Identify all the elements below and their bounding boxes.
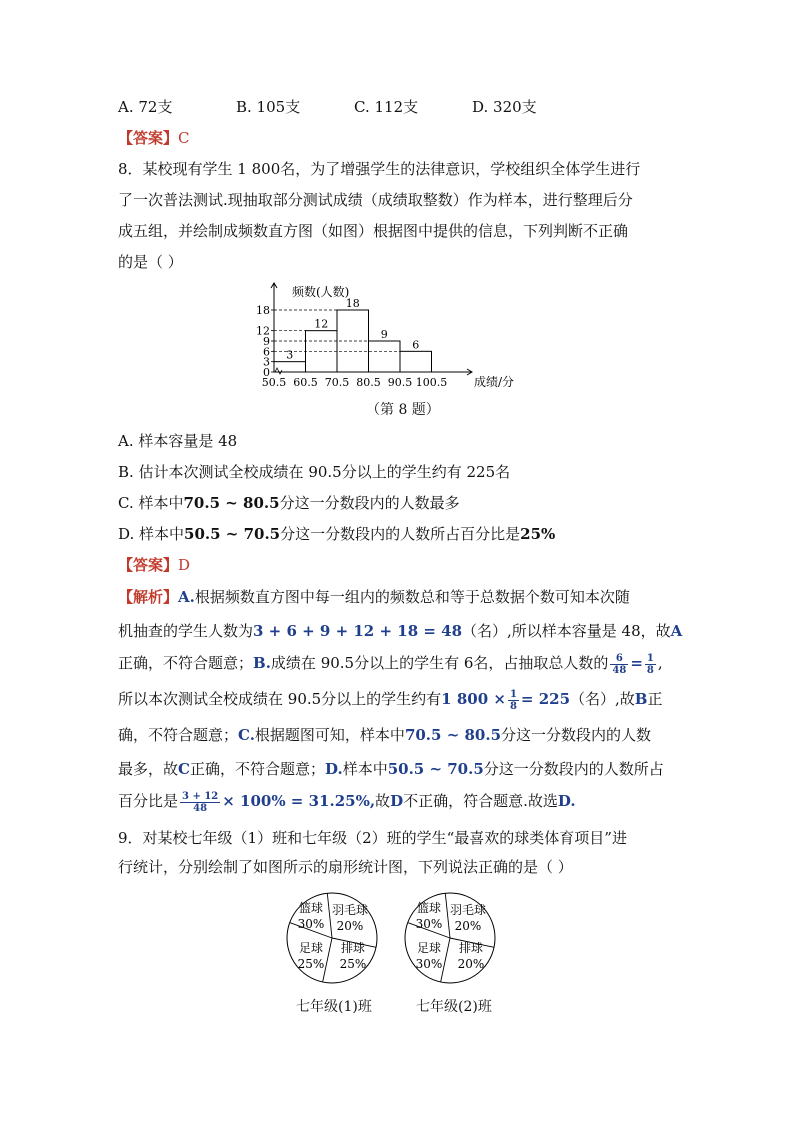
- q9-stem-line-2: 行统计，分别绘制了如图所示的扇形统计图，下列说法正确的是（ ）: [118, 858, 573, 876]
- pie-chart-class-1: [284, 890, 380, 986]
- explanation-line-4: [118, 688, 663, 712]
- q7-option-d: D. 320支: [472, 98, 537, 116]
- explanation-line-1: [118, 586, 630, 608]
- pie-slice-percent: 30%: [415, 957, 443, 971]
- q7-option-c: C. 112支: [354, 98, 419, 116]
- explanation-text: 故: [375, 792, 391, 810]
- ref-b: B: [634, 690, 648, 708]
- fraction-denominator: 8: [646, 664, 654, 676]
- bar-data-label: 9: [380, 328, 388, 341]
- q9-stem-line-1: 9．对某校七年级（1）班和七年级（2）班的学生“最喜欢的球类体育项目”进: [118, 829, 627, 847]
- q7-answer: [118, 127, 190, 149]
- x-tick-label: 90.5: [387, 376, 413, 389]
- explanation-tag: 【解析】: [118, 588, 179, 606]
- pie-slice-label: 排球: [340, 941, 366, 955]
- bar-data-label: 6: [412, 338, 420, 352]
- pie-slice-percent: 25%: [339, 957, 367, 971]
- q8-option-c-suffix: 分这一分数段内的人数最多: [279, 494, 460, 512]
- y-tick-label: 3: [263, 355, 270, 369]
- pie-caption-class-2: 七年级(2)班: [416, 999, 492, 1015]
- ref-b: B.: [253, 654, 271, 672]
- explanation-text: 正确，不符合题意；: [118, 654, 254, 672]
- fraction: [645, 653, 656, 676]
- pie-slice-label: 排球: [458, 941, 484, 955]
- fraction-numerator: 3 + 12: [182, 790, 219, 802]
- ref-d: D.: [557, 792, 576, 810]
- x-tick-label: 70.5: [324, 376, 350, 389]
- explanation-text: 根据题图可知，样本中: [254, 726, 405, 744]
- explanation-text: 百分比是: [118, 792, 179, 810]
- q8-option-c-range: 70.5 ~ 80.5: [183, 494, 280, 512]
- math-percent: × 100% = 31.25%,: [222, 792, 376, 810]
- q8-option-d: [118, 523, 555, 545]
- fraction-denominator: 8: [509, 700, 517, 712]
- answer-value: C: [178, 129, 190, 147]
- y-tick-label: 12: [256, 324, 270, 338]
- explanation-line-5: [118, 724, 651, 746]
- ref-d: D.: [324, 760, 343, 778]
- q8-option-b: B. 估计本次测试全校成绩在 90.5分以上的学生约有 225名: [118, 463, 511, 481]
- q8-option-c: [118, 492, 460, 514]
- ref-c: C.: [238, 726, 255, 744]
- ref-c: C: [178, 760, 190, 778]
- explanation-line-3: [118, 652, 663, 676]
- q8-stem-line-2: 了一次普法测试.现抽取部分测试成绩（成绩取整数）作为样本，进行整理后分: [118, 191, 633, 209]
- math-sum: 3 + 6 + 9 + 12 + 18 = 48: [253, 622, 463, 640]
- axis-break-mark: [275, 368, 282, 374]
- explanation-text: 机抽查的学生人数为: [118, 622, 254, 640]
- fraction-denominator: 48: [612, 664, 627, 676]
- x-tick-label: 80.5: [356, 376, 381, 389]
- pie-slice-label: 羽毛球: [331, 903, 369, 917]
- q8-answer: [118, 554, 190, 576]
- explanation-text: 正确，不符合题意；: [189, 760, 325, 778]
- math-range: 50.5 ~ 70.5: [387, 760, 484, 778]
- y-tick-label: 6: [263, 345, 270, 359]
- q7-option-b: B. 105支: [236, 98, 301, 116]
- fraction: [508, 689, 519, 712]
- explanation-text: 不正确，符合题意.故选: [403, 792, 558, 810]
- explanation-text: 样本中: [342, 760, 388, 778]
- histogram-bar: [274, 362, 306, 372]
- fraction-numerator: 6: [610, 653, 628, 665]
- explanation-text: 确，不符合题意；: [118, 726, 239, 744]
- q8-figure-caption: （第 8 题）: [366, 402, 440, 418]
- explanation-text: 所以本次测试全校成绩在 90.5分以上的学生约有: [118, 690, 442, 708]
- fraction: [610, 653, 628, 676]
- q8-option-d-percent: 25%: [520, 525, 556, 543]
- pie-slice-percent: 20%: [454, 919, 482, 933]
- q8-stem-line-1: 8．某校现有学生 1 800名，为了增强学生的法律意识，学校组织全体学生进行: [118, 160, 641, 178]
- q8-stem-line-3: 成五组，并绘制成频数直方图（如图）根据图中提供的信息，下列判断不正确: [118, 222, 629, 240]
- x-tick-label: 50.5: [261, 376, 287, 389]
- q8-option-d-middle: 分这一分数段内的人数所占百分比是: [280, 525, 521, 543]
- pie-slice-percent: 30%: [415, 917, 443, 931]
- ref-a: A.: [178, 588, 195, 606]
- fraction-denominator: 48: [193, 802, 208, 814]
- histogram-bar: [400, 351, 432, 372]
- y-tick-label: 0: [263, 366, 270, 379]
- explanation-text: 分这一分数段内的人数所占: [483, 760, 664, 778]
- pie-slice-percent: 30%: [297, 917, 325, 931]
- math-result: = 225: [520, 690, 571, 708]
- histogram-bar: [369, 341, 401, 372]
- q7-option-a: A. 72支: [118, 98, 173, 116]
- explanation-text: （名）,所以样本容量是 48，故: [462, 622, 671, 640]
- math-range: 70.5 ~ 80.5: [404, 726, 502, 744]
- ref-d: D: [390, 792, 404, 810]
- explanation-text: （名）,故: [570, 690, 635, 708]
- pie-slice-percent: 20%: [336, 919, 364, 933]
- answer-tag: 【答案】: [118, 556, 179, 574]
- explanation-text: 成绩在 90.5分以上的学生有 6名，占抽取总人数的: [270, 654, 609, 672]
- explanation-text: 正: [647, 690, 663, 708]
- answer-value: D: [178, 556, 191, 574]
- q8-option-a: A. 样本容量是 48: [118, 432, 238, 450]
- ref-a: A: [670, 622, 683, 640]
- pie-slice-label: 足球: [298, 941, 324, 955]
- bar-data-label: 3: [286, 348, 294, 362]
- y-axis-label: 频数(人数): [292, 285, 350, 299]
- q8-option-c-prefix: C. 样本中: [118, 494, 184, 512]
- explanation-line-2: [118, 620, 682, 642]
- math-product: 1 800 ×: [441, 690, 506, 708]
- explanation-text: 分这一分数段内的人数: [501, 726, 652, 744]
- pie-slice-label: 篮球: [416, 901, 442, 915]
- pie-slice-label: 足球: [416, 941, 442, 955]
- pie-slice-label: 羽毛球: [449, 903, 487, 917]
- fraction-numerator: 1: [646, 652, 654, 664]
- answer-tag: 【答案】: [118, 129, 179, 147]
- pie-caption-class-1: 七年级(1)班: [296, 999, 372, 1015]
- pie-slice-label: 篮球: [298, 901, 324, 915]
- frequency-histogram: [258, 280, 538, 392]
- bar-data-label: 18: [345, 297, 360, 310]
- fraction: [180, 791, 220, 814]
- q8-option-d-prefix: D. 样本中: [118, 525, 185, 543]
- math-equals: =: [630, 654, 643, 672]
- x-tick-label: 100.5: [415, 376, 448, 389]
- y-tick-label: 18: [256, 304, 270, 317]
- q8-option-d-range: 50.5 ~ 70.5: [184, 525, 281, 543]
- y-tick-label: 9: [263, 335, 270, 348]
- pie-slice-percent: 20%: [457, 957, 485, 971]
- fraction-numerator: 1: [509, 688, 517, 700]
- q8-stem-line-4: 的是（ ）: [118, 253, 183, 271]
- explanation-text: 根据频数直方图中每一组内的频数总和等于总数据个数可知本次随: [194, 588, 630, 606]
- x-axis-label: 成绩/分: [474, 375, 515, 389]
- explanation-text: 最多，故: [118, 760, 179, 778]
- pie-slice-percent: 25%: [297, 957, 325, 971]
- explanation-line-7: [118, 790, 576, 814]
- bar-data-label: 12: [314, 317, 329, 331]
- x-tick-label: 60.5: [293, 376, 318, 389]
- pie-chart-class-2: [402, 890, 498, 986]
- explanation-text: ,: [657, 654, 663, 672]
- explanation-line-6: [118, 758, 664, 780]
